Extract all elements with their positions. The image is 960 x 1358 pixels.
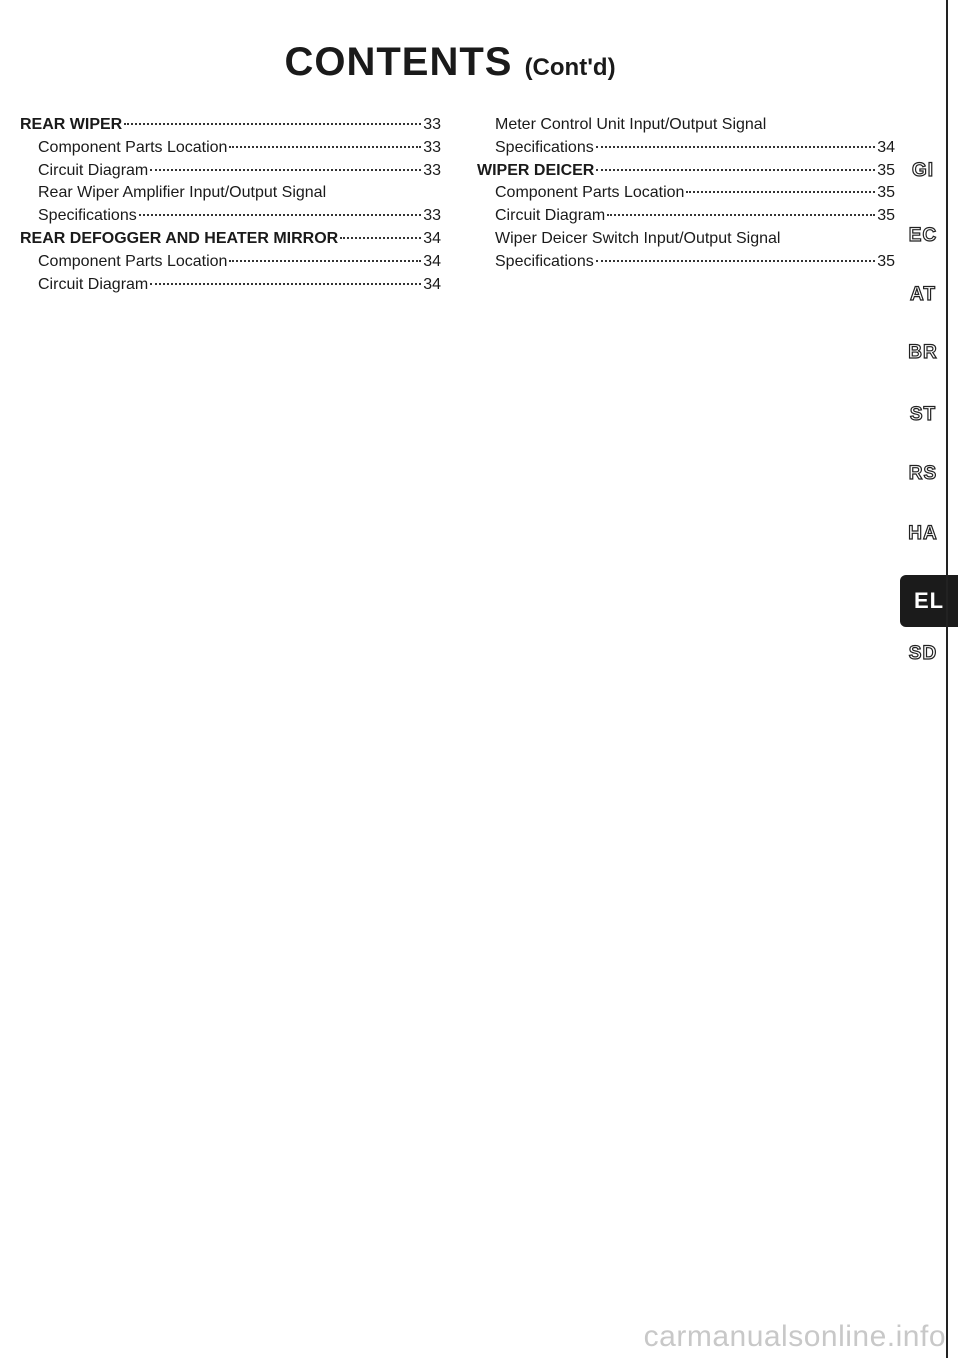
toc-page-number: 34 — [423, 252, 441, 270]
page-title-subtitle: (Cont'd) — [524, 54, 616, 81]
toc-leader-dots — [139, 214, 421, 216]
section-tab-sd[interactable]: SD — [908, 643, 938, 664]
toc-leader-dots — [596, 169, 875, 171]
toc-entry-title: REAR DEFOGGER AND HEATER MIRROR — [20, 229, 339, 247]
toc-entry[interactable] — [477, 114, 895, 160]
toc-entry[interactable] — [20, 114, 441, 137]
toc-entry-title: Circuit Diagram — [38, 275, 149, 293]
page-title-text: CONTENTS — [284, 40, 513, 84]
toc-right-column — [477, 114, 895, 274]
toc-leader-dots — [124, 123, 421, 125]
toc-entry[interactable] — [477, 228, 895, 274]
toc-entry[interactable] — [20, 274, 441, 297]
toc-page-number: 33 — [423, 161, 441, 179]
toc-entry-title: Component Parts Location — [495, 184, 685, 202]
section-tab-at[interactable]: AT — [910, 284, 936, 305]
toc-entry[interactable] — [20, 160, 441, 183]
section-tab-br[interactable]: BR — [908, 342, 938, 363]
toc-page-number: 35 — [877, 161, 895, 179]
toc-left-column — [20, 114, 441, 296]
toc-leader-dots — [686, 191, 875, 193]
toc-page-number: 33 — [423, 138, 441, 156]
footer-watermark: carmanualsonline.info — [643, 1320, 946, 1353]
toc-entry-title: Component Parts Location — [38, 252, 228, 270]
section-tab-rs[interactable]: RS — [908, 463, 938, 484]
toc-leader-dots — [150, 283, 421, 285]
toc-entry[interactable] — [20, 137, 441, 160]
toc-page-number: 33 — [423, 207, 441, 225]
toc-entry[interactable] — [477, 182, 895, 205]
toc-entry-title: Circuit Diagram — [38, 161, 149, 179]
toc-page-number: 35 — [877, 252, 895, 270]
toc-page-number: 34 — [877, 138, 895, 156]
toc-entry-title: Meter Control Unit Input/Output Signal — [495, 116, 767, 133]
toc-entry-title: Circuit Diagram — [495, 207, 606, 225]
toc-entry[interactable] — [20, 182, 441, 228]
toc-entry-title: Specifications — [495, 252, 594, 270]
toc-leader-dots — [229, 146, 421, 148]
toc-leader-dots — [340, 237, 421, 239]
toc-page-number: 35 — [877, 184, 895, 202]
toc-entry-title: Rear Wiper Amplifier Input/Output Signal — [38, 184, 327, 202]
page-edge-rule — [946, 0, 948, 1358]
toc-entry[interactable] — [20, 228, 441, 251]
section-tab-el[interactable]: EL — [900, 575, 958, 627]
toc-entry-title: Wiper Deicer Switch Input/Output Signal — [495, 229, 781, 247]
toc-page-number: 35 — [877, 207, 895, 225]
toc-entry[interactable] — [20, 251, 441, 274]
section-tab-st[interactable]: ST — [909, 404, 937, 425]
toc-page-number: 34 — [423, 229, 441, 247]
toc-page-number: 33 — [423, 116, 441, 133]
section-tab-ec[interactable]: EC — [908, 225, 938, 246]
toc-entry[interactable] — [477, 160, 895, 183]
toc-entry[interactable] — [477, 205, 895, 228]
toc-entry-title: Component Parts Location — [38, 138, 228, 156]
toc-entry-title: REAR WIPER — [20, 116, 123, 133]
section-tab-gi[interactable]: GI — [911, 160, 935, 181]
toc-leader-dots — [596, 260, 875, 262]
toc-entry-title: Specifications — [38, 207, 137, 225]
toc-leader-dots — [596, 146, 875, 148]
section-tab-ha[interactable]: HA — [908, 523, 938, 544]
toc-leader-dots — [150, 169, 421, 171]
toc-leader-dots — [229, 260, 421, 262]
toc-entry-title: WIPER DEICER — [477, 161, 595, 179]
toc-page-number: 34 — [423, 275, 441, 293]
toc-leader-dots — [607, 214, 875, 216]
toc-entry-title: Specifications — [495, 138, 594, 156]
page-title — [0, 40, 900, 85]
